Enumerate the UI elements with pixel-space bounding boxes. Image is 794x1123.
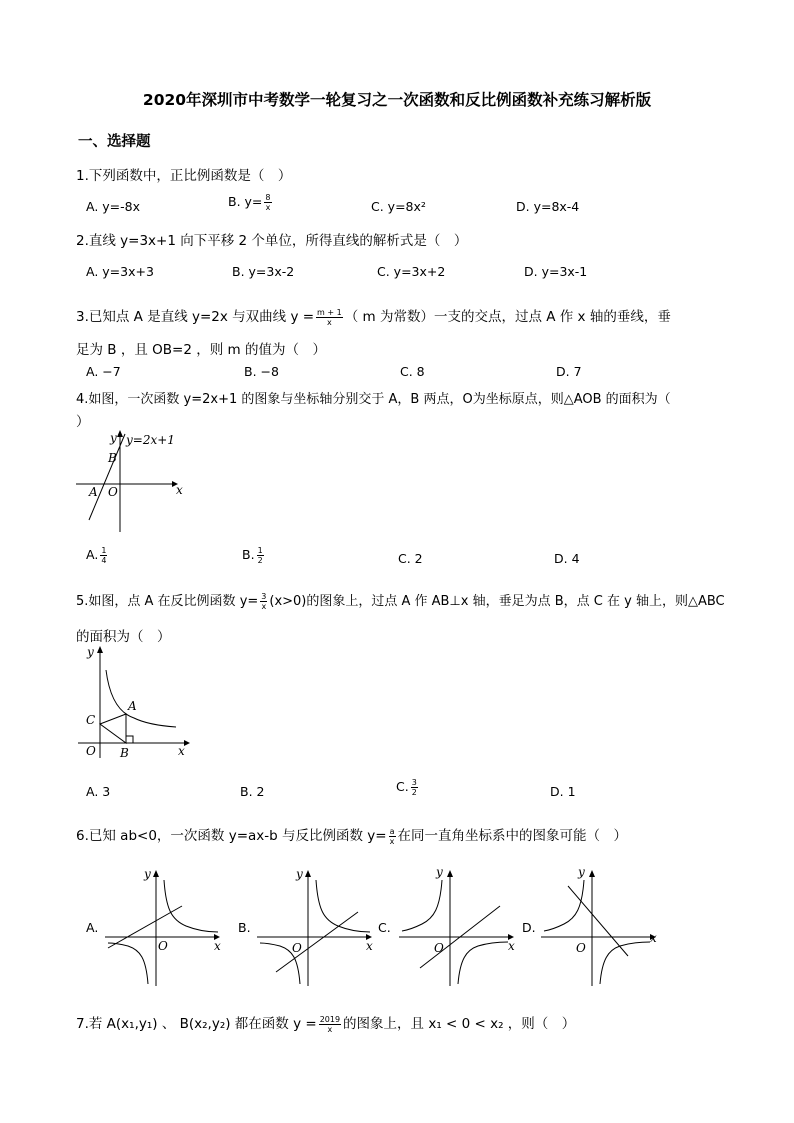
y-axis-arrow [117, 430, 123, 437]
fraction-denominator: x [389, 836, 395, 846]
q5-figure [74, 642, 194, 760]
q6-option-d-label: D. [522, 920, 536, 935]
origin-label: O [86, 744, 96, 758]
triangle-abc [100, 714, 126, 743]
origin-label: O [576, 941, 586, 955]
origin-label: O [108, 485, 118, 499]
q3-fraction [316, 308, 343, 327]
section-heading: 一、选择题 [78, 134, 151, 150]
q1-stem: 1.下列函数中，正比例函数是（ ） [76, 168, 292, 184]
fraction-denominator: 2 [411, 788, 417, 797]
q3-option-d: D. 7 [556, 364, 582, 379]
q3-line2: 足为 B ，且 OB=2 ，则 m 的值为（ ） [76, 342, 326, 358]
q5-option-c-fraction [411, 778, 418, 797]
q5-option-c [396, 778, 420, 797]
q3-option-a: A. −7 [86, 364, 121, 379]
x-axis-label: x [214, 939, 221, 953]
hyperbola-curve [106, 670, 176, 727]
q5-line1-prefix: 5.如图，点 A 在反比例函数 y= [76, 594, 259, 609]
q6-option-c-label: C. [378, 920, 391, 935]
q7-line1 [76, 1012, 575, 1034]
point-a-label: A [89, 485, 98, 499]
q6-graph-b [252, 862, 382, 990]
fraction-denominator: x [327, 317, 332, 327]
fraction-numerator: 8 [265, 193, 271, 202]
x-axis-label: x [508, 939, 515, 953]
y-axis-label: y [144, 867, 151, 881]
q2-stem: 2.直线 y=3x+1 向下平移 2 个单位，所得直线的解析式是（ ） [76, 233, 468, 249]
q6-graph-a [100, 862, 230, 990]
fraction-numerator: a [389, 826, 395, 836]
q4-option-c: C. 2 [398, 551, 423, 566]
q5-line2: 的面积为（ ） [76, 629, 171, 645]
q5-line1 [76, 590, 725, 611]
x-axis-label: x [176, 483, 183, 497]
point-b-label: B [108, 451, 117, 465]
q4-option-d: D. 4 [554, 551, 580, 566]
q7-line1-suffix: 的图象上，且 x₁ < 0 < x₂ ，则（ ） [343, 1016, 576, 1032]
fraction-numerator: 2019 [319, 1014, 341, 1024]
q4-line1: 4.如图，一次函数 y=2x+1 的图象与坐标轴分别交于 A，B 两点，O为坐标原点，则△AOB 的面积为（ [76, 392, 671, 407]
q3-option-c: C. 8 [400, 364, 425, 379]
q5-line1-suffix: (x>0)的图象上，过点 A 作 AB⊥x 轴，垂足为点 B，点 C 在 y 轴上，则△ABC [269, 594, 725, 609]
origin-label: O [292, 941, 302, 955]
fraction-denominator: 2 [257, 556, 263, 565]
x-axis-label: x [178, 744, 185, 758]
y-axis-arrow [589, 870, 595, 877]
q1-option-c: C. y=8x² [371, 199, 426, 214]
q3-line1-suffix: （ m 为常数）一支的交点，过点 A 作 x 轴的垂线，垂 [344, 309, 671, 325]
hyperbola-branch-1 [164, 880, 218, 932]
q4-option-a-fraction [100, 546, 107, 565]
q6-graph-d [536, 862, 666, 990]
x-axis-arrow [184, 740, 190, 746]
q6-line1 [76, 824, 627, 846]
y-axis-label: y [436, 865, 443, 879]
q6-graph-c [394, 862, 524, 990]
y-axis-label: y [578, 865, 585, 879]
y-axis-label: y [296, 867, 303, 881]
y-axis-arrow [153, 870, 159, 877]
fraction-numerator: 1 [101, 546, 107, 555]
fraction-numerator: 3 [411, 778, 417, 787]
y-axis-arrow [97, 646, 103, 653]
q6-option-a-label: A. [86, 920, 99, 935]
q4-line2: ） [76, 414, 90, 430]
line-equation-label: y=2x+1 [126, 433, 175, 447]
x-axis-label: x [650, 931, 657, 945]
q1-option-b [228, 193, 274, 212]
y-axis-label: y [110, 431, 117, 445]
q1-option-d: D. y=8x-4 [516, 199, 580, 214]
q2-option-c: C. y=3x+2 [377, 264, 446, 279]
q1-option-a: A. y=-8x [86, 199, 141, 214]
right-angle-marker [126, 736, 133, 743]
q4-option-a-prefix: A. [86, 547, 99, 562]
point-b-label: B [120, 746, 129, 760]
q3-line1-prefix: 3.已知点 A 是直线 y=2x 与双曲线 y = [76, 309, 315, 325]
y-axis-label: y [87, 645, 94, 659]
hyperbola-branch-1 [402, 880, 442, 931]
q6-line1-prefix: 6.已知 ab<0，一次函数 y=ax-b 与反比例函数 y= [76, 828, 387, 844]
y-axis-arrow [447, 870, 453, 877]
fraction-numerator: 1 [257, 546, 263, 555]
q4-figure [72, 428, 182, 534]
point-a-label: A [128, 699, 137, 713]
hyperbola-branch-1 [544, 880, 584, 931]
q3-option-b: B. −8 [244, 364, 279, 379]
y-axis-arrow [305, 870, 311, 877]
q1-option-b-prefix: B. y= [228, 194, 263, 209]
fraction-numerator: m + 1 [317, 307, 342, 317]
origin-label: O [434, 941, 444, 955]
q4-option-b-prefix: B. [242, 547, 255, 562]
q7-line1-prefix: 7.若 A(x₁,y₁) 、 B(x₂,y₂) 都在函数 y = [76, 1016, 317, 1032]
hyperbola-branch-2 [108, 943, 148, 984]
fraction-denominator: 4 [101, 556, 107, 565]
q3-line1 [76, 305, 671, 327]
q6-line1-suffix: 在同一直角坐标系中的图象可能（ ） [397, 828, 627, 844]
q5-option-d: D. 1 [550, 784, 576, 799]
q5-option-b: B. 2 [240, 784, 265, 799]
q2-option-b: B. y=3x-2 [232, 264, 295, 279]
fraction-numerator: 3 [261, 592, 267, 601]
fraction-denominator: x [261, 602, 267, 611]
line-graph [276, 912, 358, 972]
q1-option-b-fraction [264, 193, 271, 212]
hyperbola-branch-1 [316, 880, 370, 932]
q2-option-a: A. y=3x+3 [86, 264, 154, 279]
q4-option-a [86, 546, 109, 565]
q4-option-b [242, 546, 266, 565]
q5-option-a: A. 3 [86, 784, 111, 799]
x-axis-label: x [366, 939, 373, 953]
q2-option-d: D. y=3x-1 [524, 264, 588, 279]
hyperbola-branch-2 [458, 942, 508, 984]
point-c-label: C [86, 713, 96, 727]
hyperbola-branch-2 [600, 942, 650, 984]
fraction-denominator: x [265, 203, 271, 212]
q5-fraction [260, 592, 267, 611]
line-graph [108, 906, 182, 948]
q6-option-b-label: B. [238, 920, 251, 935]
fraction-denominator: x [327, 1024, 333, 1034]
q5-option-c-prefix: C. [396, 779, 409, 794]
q4-option-b-fraction [257, 546, 264, 565]
origin-label: O [158, 939, 168, 953]
q7-fraction [319, 1015, 341, 1034]
page-title: 2020年深圳市中考数学一轮复习之一次函数和反比例函数补充练习解析版 [142, 91, 652, 109]
q6-fraction [389, 827, 396, 846]
